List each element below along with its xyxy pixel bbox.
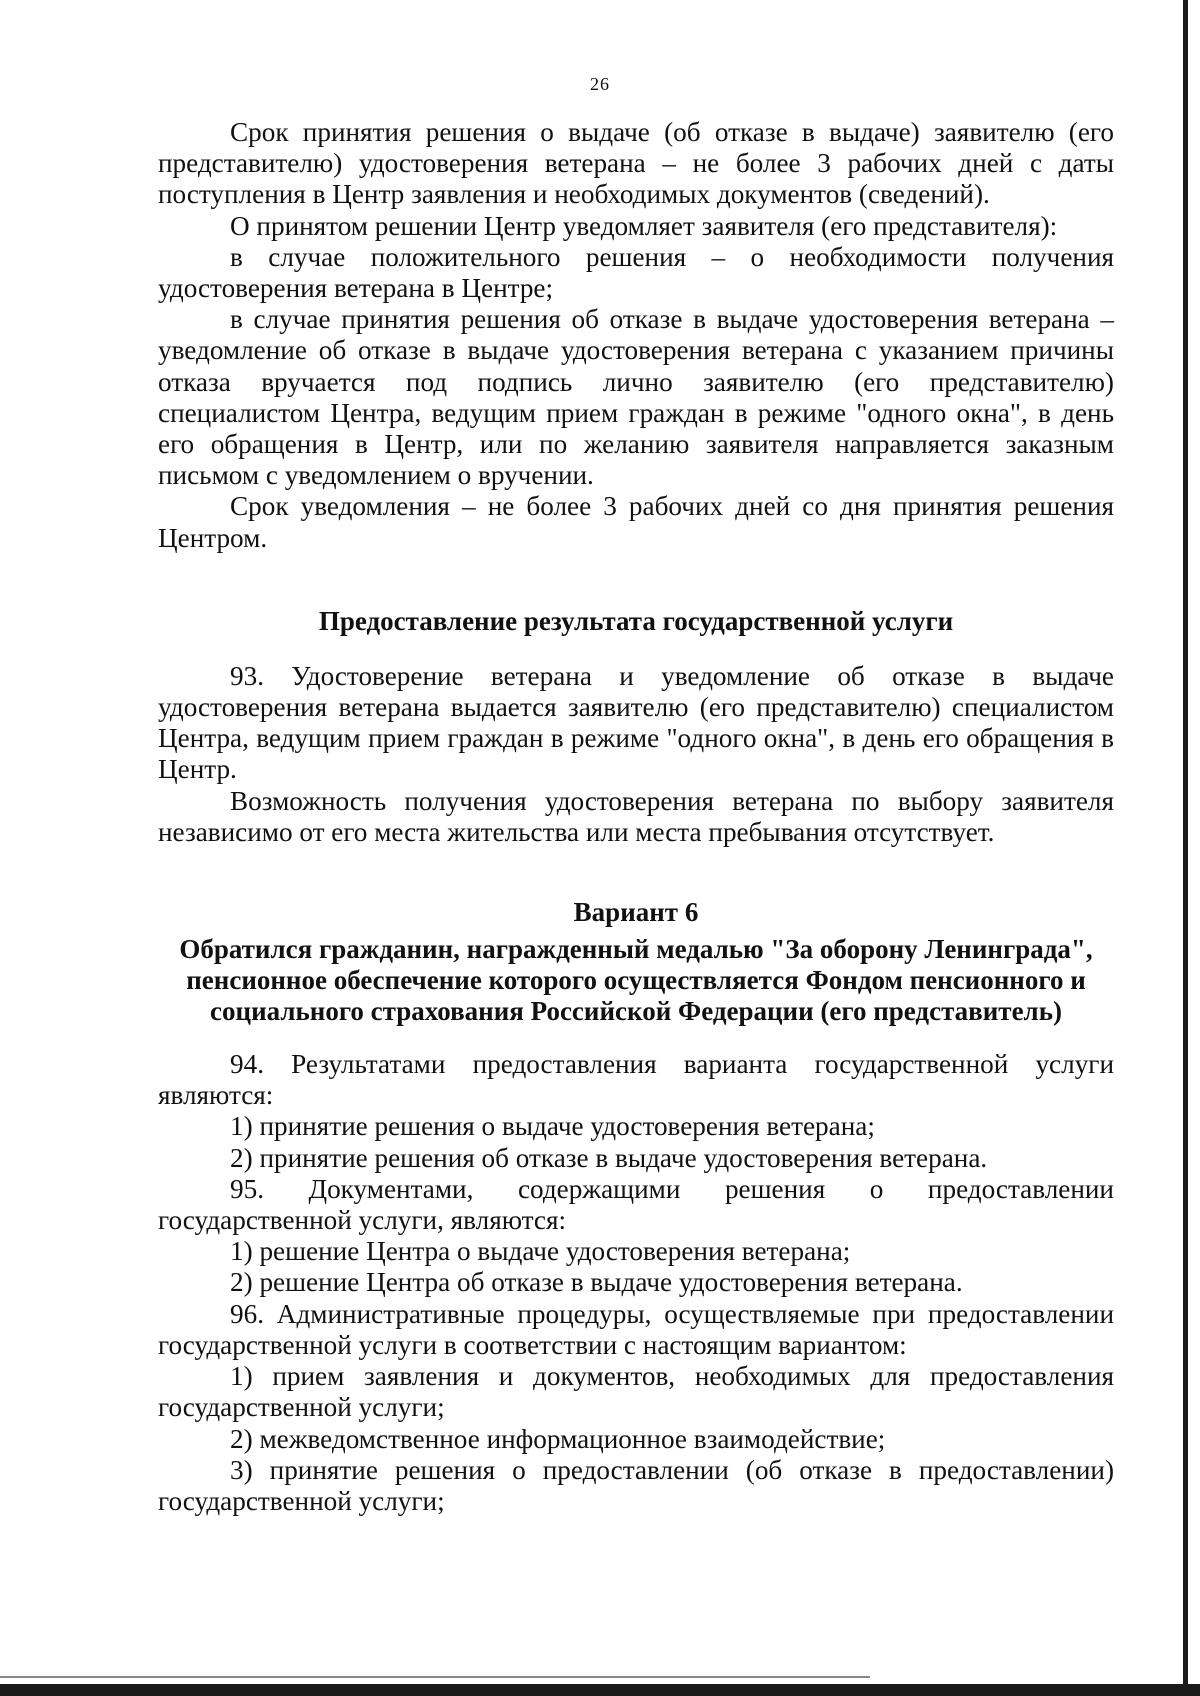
page-content (158, 117, 1114, 1517)
paragraph-decision-term: Срок принятия решения о выдаче (об отказе в выдаче) заявителю (его представителю) удостоверения ветерана – не более 3 рабочих дней с даты поступления в Центр заявления и необходимых документов (сведений). (158, 117, 1114, 210)
paragraph-refusal-case: в случае принятия решения об отказе в выдаче удостоверения ветерана – уведомление об отказе в выдаче удостоверения ветерана с указанием причины отказа вручается под подпись лично заявителю (его представителю) специалистом Центра, ведущим прием граждан в режиме "одного окна", в день его обращения в Центр, или по желанию заявителя направляется заказным письмом с уведомлением о вручении. (158, 304, 1114, 491)
paragraph-notification: О принятом решении Центр уведомляет заявителя (его представителя): (230, 210, 1058, 241)
list-item-95-2: 2) решение Центра об отказе в выдаче удостоверения ветерана. (230, 1267, 963, 1298)
list-item-95-1: 1) решение Центра о выдаче удостоверения ветерана; (230, 1236, 851, 1267)
paragraph-positive-case: в случае положительного решения – о необходимости получения удостоверения ветерана в Центре; (158, 241, 1114, 304)
scan-bottom-shadow (0, 1676, 870, 1678)
section-heading: Предоставление результата государственной услуги (318, 605, 954, 636)
list-item-94-2: 2) принятие решения об отказе в выдаче удостоверения ветерана. (230, 1142, 988, 1173)
list-item-94-1: 1) принятие решения о выдаче удостоверения ветерана; (230, 1111, 875, 1142)
scan-bottom-edge (0, 1684, 1200, 1696)
paragraph-notification-term: Срок уведомления – не более 3 рабочих дней со дня принятия решения Центром. (158, 491, 1114, 553)
paragraph-96: 96. Административные процедуры, осуществляемые при предоставлении государственной услуги в соответствии с настоящим вариантом: (158, 1298, 1114, 1360)
paragraph-93: 93. Удостоверение ветерана и уведомление об отказе в выдаче удостоверения ветерана выдается заявителю (его представителю) специалистом Центра, ведущим прием граждан в режиме "одного окна", в день его обращения в Центр. (158, 660, 1114, 785)
list-item-96-1: 1) прием заявления и документов, необходимых для предоставления государственной услуги; (158, 1361, 1114, 1423)
paragraph-extraterritorial: Возможность получения удостоверения ветерана по выбору заявителя независимо от его места жительства или места пребывания отсутствует. (158, 785, 1114, 847)
variant-heading: Вариант 6 (573, 897, 699, 928)
scan-right-edge (1183, 0, 1188, 1696)
list-item-96-3: 3) принятие решения о предоставлении (об отказе в предоставлении) государственной услуги; (158, 1454, 1114, 1516)
page-number: 26 (590, 74, 610, 94)
paragraph-95: 95. Документами, содержащими решения о предоставлении государственной услуги, являются: (158, 1173, 1114, 1236)
paragraph-94: 94. Результатами предоставления варианта государственной услуги являются: (158, 1049, 1114, 1111)
list-item-96-2: 2) межведомственное информационное взаимодействие; (230, 1423, 886, 1454)
variant-title: Обратился гражданин, награжденный медалью "За оборону Ленинграда", пенсионное обеспечение которого осуществляется Фондом пенсионного и социального страхования Российской Федерации (его представитель) (179, 934, 1093, 1027)
